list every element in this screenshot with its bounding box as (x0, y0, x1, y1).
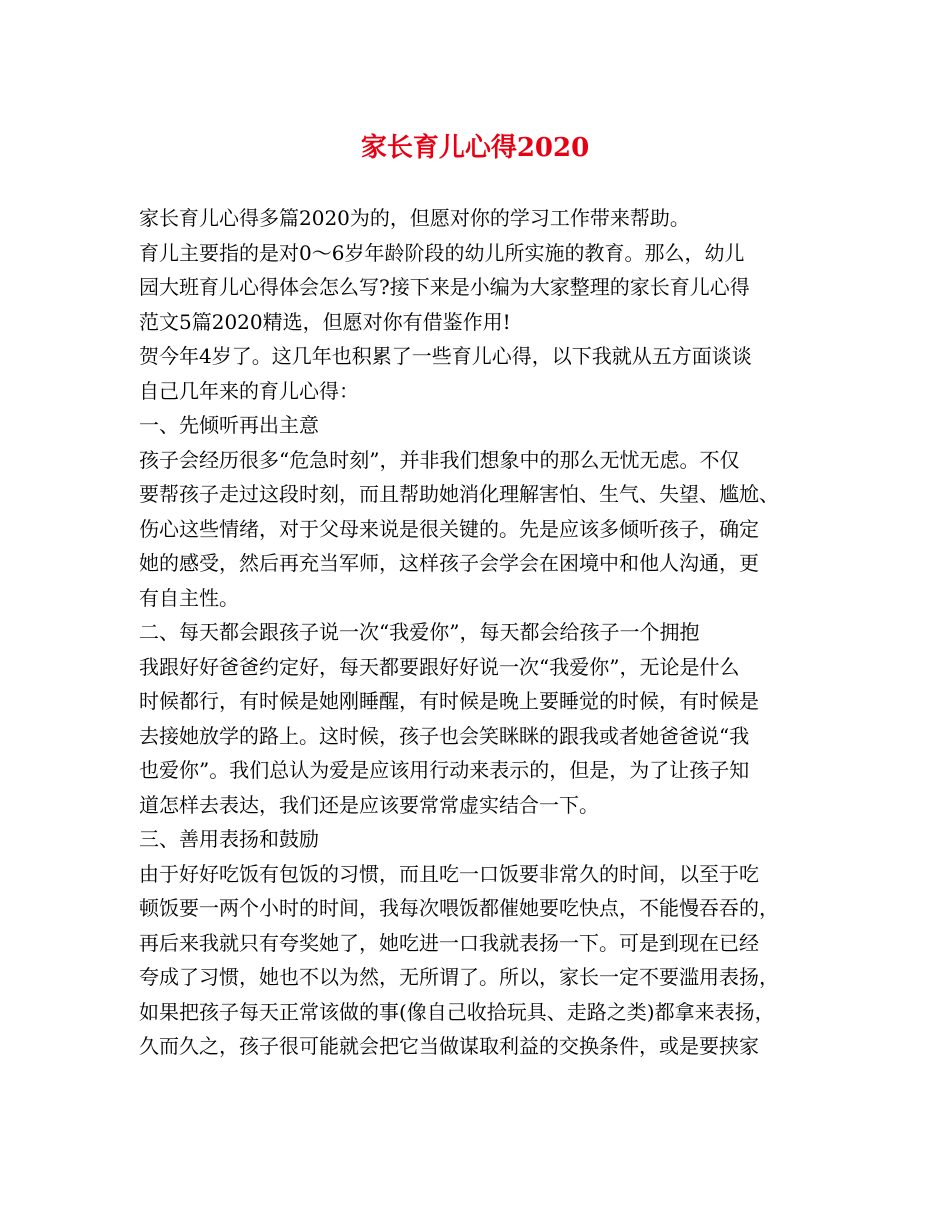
body-line: 再后来我就只有夸奖她了，她吃进一口我就表扬一下。可是到现在已经 (139, 930, 759, 955)
body-line: 她的感受，然后再充当军师，这样孩子会学会在困境中和他人沟通，更 (139, 551, 759, 575)
section-heading: 二、每天都会跟孩子说一次“我爱你”，每天都会给孩子一个拥抱 (139, 620, 700, 644)
body-line: 去接她放学的路上。这时候，孩子也会笑眯眯的跟我或者她爸爸说“我 (139, 723, 750, 748)
body-line: 育儿主要指的是对0～6岁年龄阶段的幼儿所实施的教育。那么，幼儿 (139, 240, 745, 265)
body-line: 也爱你”。我们总认为爱是应该用行动来表示的，但是，为了让孩子知 (139, 758, 750, 782)
section-heading: 一、先倾听再出主意 (139, 413, 319, 437)
body-line: 范文5篇2020精选，但愿对你有借鉴作用! (139, 309, 511, 334)
section-heading: 三、善用表扬和鼓励 (139, 827, 319, 851)
body-line: 有自主性。 (139, 585, 239, 610)
body-line: 我跟好好爸爸约定好，每天都要跟好好说一次“我爱你”，无论是什么 (139, 654, 740, 679)
body-line: 久而久之，孩子很可能就会把它当做谋取利益的交换条件，或是要挟家 (139, 1034, 759, 1058)
body-line: 要帮孩子走过这段时刻，而且帮助她消化理解害怕、生气、失望、尴尬、 (139, 482, 779, 506)
body-line: 夸成了习惯，她也不以为然，无所谓了。所以，家长一定不要滥用表扬， (139, 965, 779, 989)
body-line: 时候都行，有时候是她刚睡醒，有时候是晚上要睡觉的时候，有时候是 (139, 689, 759, 713)
body-line: 孩子会经历很多“危急时刻”，并非我们想象中的那么无忧无虑。不仅 (139, 447, 740, 472)
body-line: 贺今年4岁了。这几年也积累了一些育儿心得，以下我就从五方面谈谈 (139, 344, 752, 368)
body-line: 伤心这些情绪，对于父母来说是很关键的。先是应该多倾听孩子，确定 (139, 516, 759, 541)
body-line: 道怎样去表达，我们还是应该要常常虚实结合一下。 (139, 792, 599, 817)
body-line: 由于好好吃饭有包饭的习惯，而且吃一口饭要非常久的时间，以至于吃 (139, 861, 759, 886)
body-line: 园大班育儿心得体会怎么写?接下来是小编为大家整理的家长育儿心得 (139, 275, 750, 299)
document-body (139, 201, 819, 1064)
document-title: 家长育儿心得2020 (360, 133, 590, 163)
body-line: 自己几年来的育儿心得： (139, 378, 359, 403)
body-line: 家长育儿心得多篇2020为的，但愿对你的学习工作带来帮助。 (139, 206, 690, 230)
body-line: 顿饭要一两个小时的时间，我每次喂饭都催她要吃快点，不能慢吞吞的， (139, 896, 779, 920)
body-line: 如果把孩子每天正常该做的事(像自己收拾玩具、走路之类)都拿来表扬， (139, 999, 775, 1024)
